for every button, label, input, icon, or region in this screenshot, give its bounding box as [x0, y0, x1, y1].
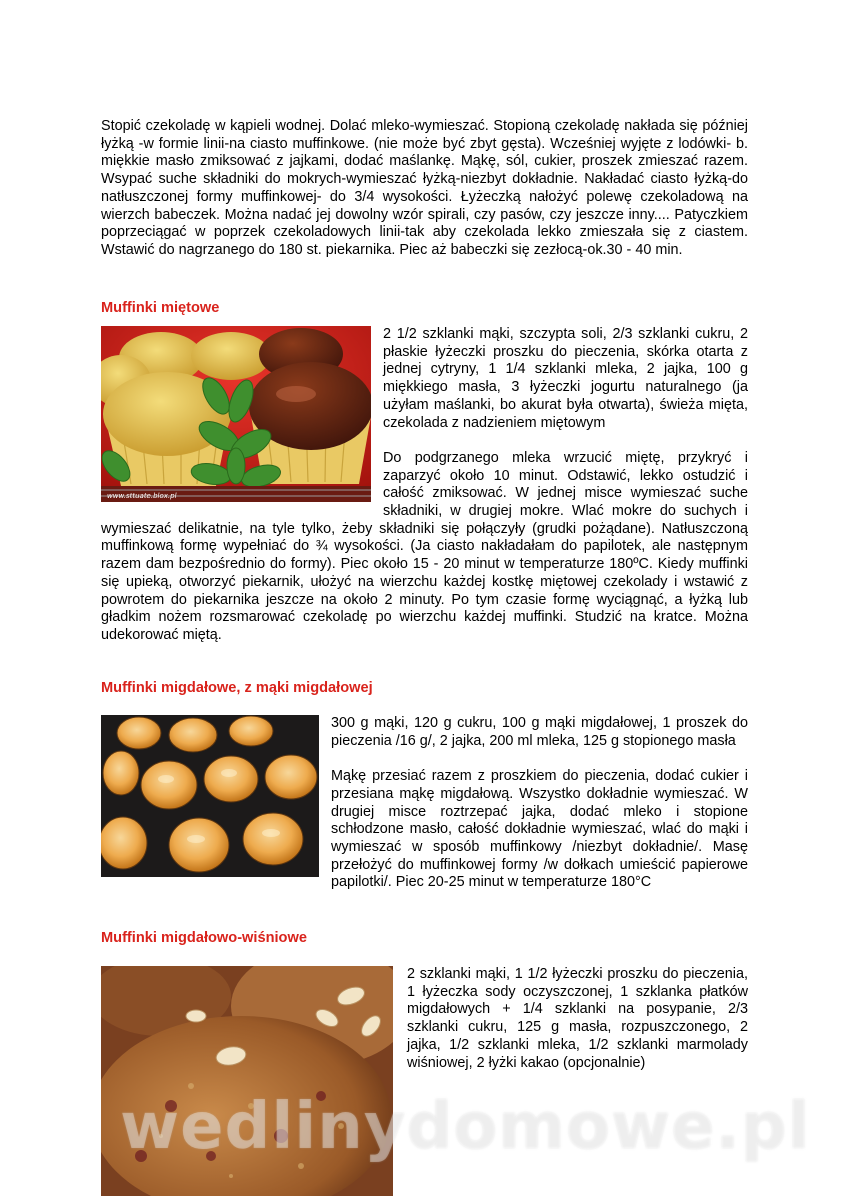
recipe3-ingredients: 2 szklanki mąki, 1 1/2 łyżeczki proszku do pieczenia, 1 łyżeczka sody oczyszczonej, 1 szklanka płatków migdałowych + 1/4 szklanki na posypanie, 2/3 szklanki cukru, 125 g masła, rozpuszczonego, 2 jajka, 1/2 szklanki mleka, 1/2 szklanki marmolady wiśniowej, 2 łyżki kakao (opcjonalnie): [407, 966, 748, 1071]
mint-muffins-photo: [101, 326, 371, 502]
watermark: wedlinydomowe.pl: [120, 1090, 811, 1164]
recipe2-ingredients: 300 g mąki, 120 g cukru, 100 g mąki migdałowej, 1 proszek do pieczenia /16 g/, 2 jajka, 200 ml mleka, 125 g stopionego masła: [331, 715, 748, 749]
recipe3-block: [101, 966, 748, 1200]
recipe3-title: Muffinki migdałowo-wiśniowe: [101, 930, 307, 946]
intro-paragraph: Stopić czekoladę w kąpieli wodnej. Dolać mleko-wymieszać. Stopioną czekoladę nakłada się później łyżką -w formie linii-na ciasto muffinkowe. (nie może być zbyt gęsta). Wcześniej wyjęte z lodówki- b. miękkie masło zmiksować z jajkami, dodać maślankę. Mąkę, sól, cukier, proszek zmieszać razem. Wsypać suche składniki do mokrych-wymieszać łyżką-niezbyt dokładnie. Nakładać ciasto łyżką-do natłuszczonej formy muffinkowej- do 3/4 wysokości. Łyżeczką nałożyć polewę czekoladową na wierzch babeczek. Można nadać jej dowolny wzór spirali, czy pasów, czy jeszcze inny.... Patyczkiem poprzeciągać w poprzek czekoladowych linii-tak aby czekolada lekko zmieszała się z ciastem. Wstawić do nagrzanego do 180 st. piekarnika. Piec aż babeczki się zezłocą-ok.30 - 40 min.: [101, 118, 748, 258]
photo-caption: www.sttuate.blox.pl: [107, 492, 177, 500]
recipe1-title: Muffinki miętowe: [101, 300, 220, 316]
almond-muffins-photo: [101, 715, 319, 877]
intro-block: [101, 118, 748, 260]
recipe2-block: [101, 715, 748, 892]
recipe1-ingredients: 2 1/2 szklanki mąki, szczypta soli, 2/3 szklanki cukru, 2 płaskie łyżeczki proszku do pieczenia, skórka otarta z jednej cytryny, 1 1/4 szklanki mleka, 2 jajka, 100 g miękkiego masła, 3 łyżeczki jogurtu naturalnego (ja użyłam maślanki, bo akurat była otwarta), świeża mięta, czekolada z nadzieniem miętowym: [383, 326, 748, 431]
recipe1-method: Do podgrzanego mleka wrzucić miętę, przykryć i zaparzyć około 10 minut. Odstawić, lekko ostudzić i całość zmiksować. W jednej misce wymieszać suche składniki, w drugiej mokre. Wlać mokre do suchych i wymieszać delikatnie, na tyle tylko, żeby składniki się połączyły (grudki pożądane). Natłuszczoną muffinkową formę wypełniać do ¾ wysokości. (Ja ciasto nakładałam do papilotek, ale następnym razem dam bezpośrednio do formy). Piec około 15 - 20 minut w temperaturze 180ºC. Kiedy muffinki się upieką, otworzyć piekarnik, ułożyć na wierzchu każdej kostkę miętowej czekolady i wstawić z powrotem do piekarnika jeszcze na około 2 minuty. Po tym czasie formę wyciągnąć, a łyżką lub gładkim nożem rozsmarować czekoladę po wierzchu każdej muffinki. Studzić na kratce. Można udekorować miętą.: [101, 449, 748, 643]
recipe2-title: Muffinki migdałowe, z mąki migdałowej: [101, 680, 373, 696]
recipe1-block: [101, 326, 748, 645]
recipe2-method: Mąkę przesiać razem z proszkiem do pieczenia, dodać cukier i przesiana mąkę migdałową. Wszystko dokładnie wymieszać. W drugiej misce roztrzepać jajka, dodać mleko i stopione schłodzone masło, całość dokładnie wymieszać, wlać do mąki i wymieszać w sposób muffinkowy /niezbyt dokładnie/. Masę przełożyć do muffinkowej formy /w dołkach umieścić papierowe papilotki/. Piec 20-25 minut w temperaturze 180°C: [331, 768, 748, 891]
